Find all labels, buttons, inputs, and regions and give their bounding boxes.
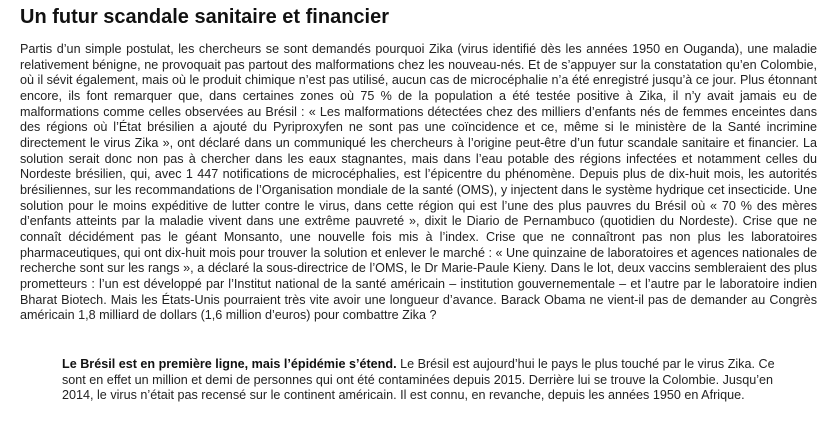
article-title: Un futur scandale sanitaire et financier [20,6,389,28]
callout-text: Le Brésil est aujourd’hui le pays le plus touché par le virus Zika. Ce sont en effet un million et demi de personnes qui ont été contaminées depuis 2015. Derrière lui se trouve la Colombie. Jusqu’en 2014, le virus n’était pas recensé sur le continent américain. Il est connu, en revanche, depuis les années 1950 en Afrique. [62,357,775,403]
article-body-paragraph: Partis d’un simple postulat, les chercheurs se sont demandés pourquoi Zika (virus identifié dès les années 1950 en Ouganda), une maladie relativement bénigne, ne provoquait pas partout des malformations chez les nouveau-nés. Et de s’appuyer sur la constatation qu’en Colombie, où il sévit également, mais où le produit chimique n’est pas utilisé, aucun cas de microcéphalie n’a été enregistré jusqu’à ce jour. Plus étonnant encore, ils font remarquer que, dans certaines zones où 75 % de la population a été testée positive à Zika, il n’y avait jamais eu de malformations comme celles observées au Brésil : « Les malformations détectées chez des milliers d’enfants nés de femmes enceintes dans des régions où l’État brésilien a ajouté du Pyriproxyfen ne sont pas une coïncidence et ce, même si le ministère de la Santé incrimine directement le virus Zika », ont déclaré dans un communiqué les chercheurs à l’origine peut-être d’un futur scandale sanitaire et financier. La solution serait donc non pas à chercher dans les eaux stagnantes, mais dans l’eau potable des régions infectées et notamment celles du Nordeste brésilien, qui, avec 1 447 notifications de microcéphalies, est l’épicentre du phénomène. Depuis plus de dix-huit mois, les autorités brésiliennes, sur les recommandations de l’Organisation mondiale de la santé (OMS), y injectent dans le système hydrique cet insecticide. Une solution pour le moins expéditive de lutter contre le virus, dans cette région qui est l’une des plus pauvres du Brésil où « 70 % des mères d’enfants atteints par la maladie vivent dans une extrême pauvreté », dixit le Diario de Pernambuco (quotidien du Nordeste). Crise que ne connaît décidément pas le géant Monsanto, une nouvelle fois mis à l’index. Crise que ne connaîtront pas non plus les laboratoires pharmaceutiques, qui ont dix-huit mois pour trouver la solution et enlever le marché : « Une quinzaine de laboratoires et agences nationales de recherche sont sur les rangs », a déclaré la sous-directrice de l’OMS, le Dr Marie-Paule Kieny. Dans le lot, deux vaccins sembleraient des plus prometteurs : l’un est développé par l’Institut national de la santé américain – institution gouvernementale – et l’autre par le laboratoire indien Bharat Biotech. Mais les États-Unis pourraient très vite avoir une longueur d’avance. Barack Obama ne vient-il pas de demander au Congrès américain 1,8 milliard de dollars (1,6 million d’euros) pour combattre Zika ? [20,42,817,323]
callout-box [62,357,786,404]
callout-lead: Le Brésil est en première ligne, mais l’épidémie s’étend. [62,357,397,371]
